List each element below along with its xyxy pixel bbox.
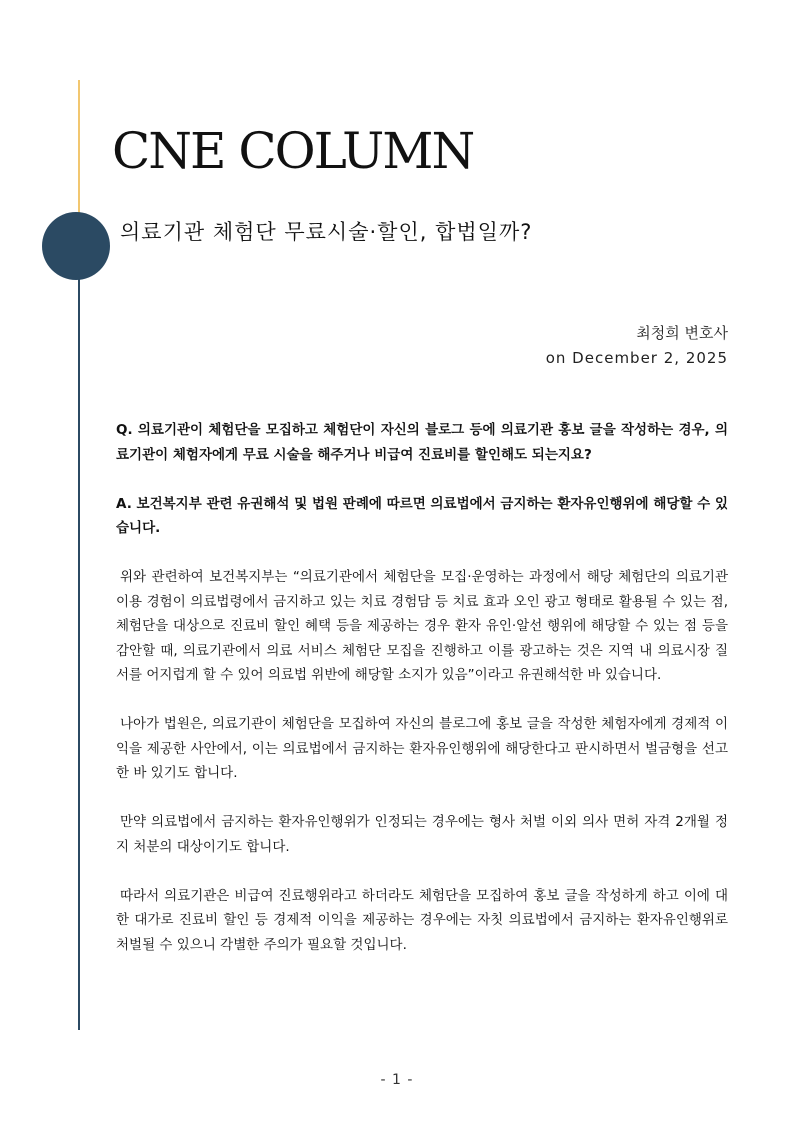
body-paragraph: 따라서 의료기관은 비급여 진료행위라고 하더라도 체험단을 모집하여 홍보 글을 작성하게 하고 이에 대한 대가로 진료비 할인 등 경제적 이익을 제공하는 경우에는 자칫 의료법에서 금지하는 환자유인행위로 처벌될 수 있으니 각별한 주의가 필요할 것입니다.	[116, 887, 728, 953]
author-name: 최청희 변호사	[636, 324, 728, 342]
column-subtitle: 의료기관 체험단 무료시술·할인, 합법일까?	[120, 220, 533, 244]
body-paragraph: 만약 의료법에서 금지하는 환자유인행위가 인정되는 경우에는 형사 처벌 이외 의사 면허 자격 2개월 정지 처분의 대상이기도 합니다.	[116, 814, 728, 855]
column-title: CNE COLUMN	[112, 122, 474, 180]
page-number: - 1 -	[380, 1072, 414, 1088]
answer-paragraph: A. 보건복지부 관련 유권해석 및 법원 판례에 따르면 의료법에서 금지하는 환자유인행위에 해당할 수 있습니다.	[116, 495, 728, 536]
body-paragraph: 나아가 법원은, 의료기관이 체험단을 모집하여 자신의 블로그에 홍보 글을 작성한 체험자에게 경제적 이익을 제공한 사안에서, 이는 의료법에서 금지하는 환자유인행위에 해당한다고 판시하면서 벌금형을 선고한 바 있기도 합니다.	[116, 716, 728, 781]
question-paragraph: Q. 의료기관이 체험단을 모집하고 체험단이 자신의 블로그 등에 의료기관 홍보 글을 작성하는 경우, 의료기관이 체험자에게 무료 시술을 해주거나 비급여 진료비를 할인해도 되는지요?	[116, 422, 728, 463]
body-paragraph: 위와 관련하여 보건복지부는 “의료기관에서 체험단을 모집·운영하는 과정에서 해당 체험단의 의료기관 이용 경험이 의료법령에서 금지하고 있는 치료 경험담 등 치료 효과 오인 광고 형태로 활용될 수 있는 점, 체험단을 대상으로 진료비 할인 혜택 등을 제공하는 경우 환자 유인·알선 행위에 해당할 수 있는 점 등을 감안할 때, 의료기관에서 의료 서비스 체험단 모집을 진행하고 이를 광고하는 것은 지역 내 의료시장 질서를 어지럽게 할 수 있어 의료법 위반에 해당할 소지가 있음”이라고 유권해석한 바 있습니다.	[116, 569, 728, 683]
accent-circle	[42, 212, 110, 280]
byline	[546, 321, 728, 371]
accent-line-navy	[78, 248, 80, 1030]
article-body	[116, 418, 728, 982]
publish-date: on December 2, 2025	[545, 349, 728, 367]
